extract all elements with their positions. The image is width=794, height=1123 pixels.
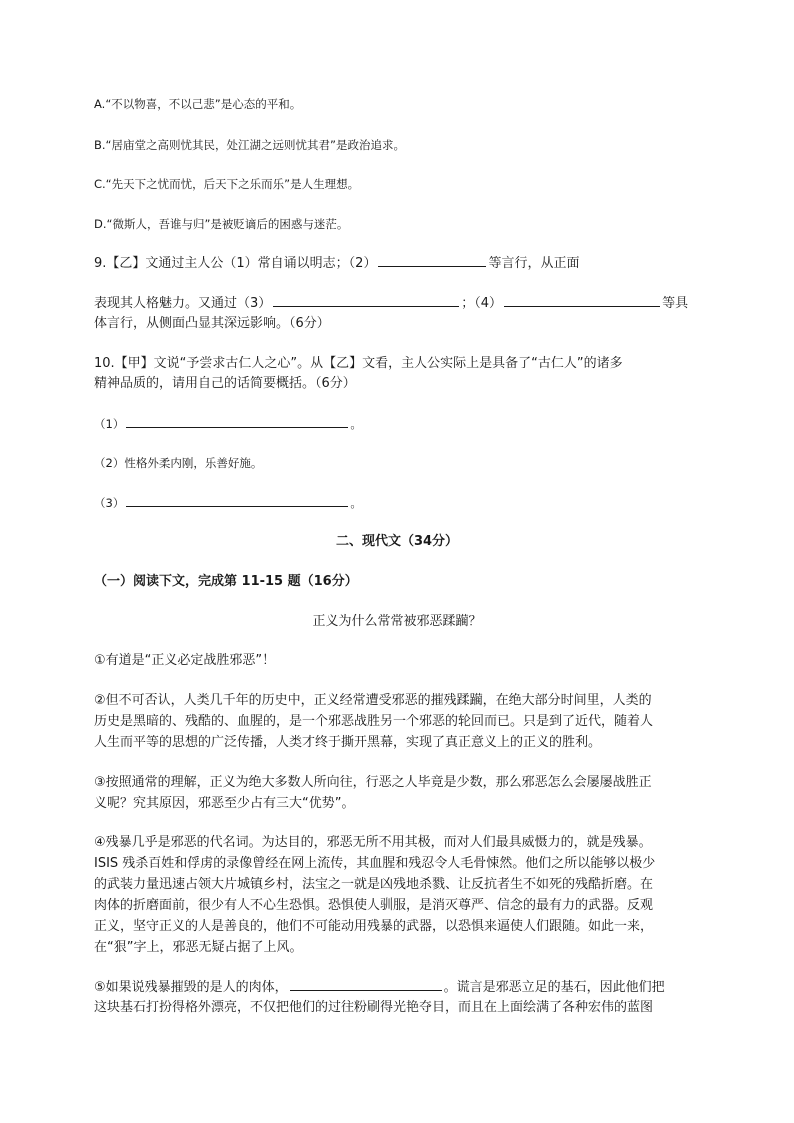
option-d: D.“微斯人，吾谁与归”是被贬谪后的困惑与迷茫。 [94, 217, 349, 231]
q10-answer-1 [94, 414, 704, 434]
article-paragraph-5-line-1 [94, 977, 704, 998]
answer-blank-q10-1[interactable] [126, 414, 348, 428]
q10-answer-1-end: 。 [350, 417, 362, 431]
question-9-line-1 [94, 253, 704, 274]
p5-text-2: 。谎言是邪恶立足的基石，因此他们把 [443, 980, 665, 995]
q9-text-2: 等言行，从正面 [488, 256, 580, 271]
section-heading: 二、现代文（34分） [335, 534, 459, 549]
q9-text-5: 等具 [662, 296, 689, 311]
article-paragraph-4-line-6: 在“狠”字上，邪恶无疑占据了上风。 [94, 940, 303, 955]
article-title: 正义为什么常常被邪恶蹂躏？ [312, 614, 482, 629]
option-a: A.“不以物喜，不以己悲”是心态的平和。 [94, 97, 302, 111]
question-10-line-2: 精神品质的，请用自己的话简要概括。（6分） [94, 376, 356, 391]
option-c: C.“先天下之忧而忧，后天下之乐而乐”是人生理想。 [94, 177, 360, 191]
q9-text-3: 表现其人格魅力。又通过（3） [94, 296, 272, 311]
question-9-line-3: 体言行，从侧面凸显其深远影响。（6分） [94, 316, 330, 331]
subsection-heading: （一）阅读下文，完成第 11-15 题（16分） [94, 574, 358, 589]
answer-blank-3[interactable] [273, 293, 459, 307]
q9-text-4: ；（4） [461, 296, 503, 311]
option-b: B.“居庙堂之高则忧其民，处江湖之远则忧其君”是政治追求。 [94, 138, 405, 152]
question-10-line-1: 10.【甲】文说“予尝求古仁人之心”。从【乙】文看，主人公实际上是具备了“古仁人”的诸多 [94, 356, 623, 371]
q10-answer-3-label: （3） [94, 496, 125, 510]
article-paragraph-2-line-1: ②但不可否认，人类几千年的历史中，正义经常遭受邪恶的摧残蹂躏，在绝大部分时间里，人类的 [94, 693, 652, 708]
q10-answer-3 [94, 493, 704, 513]
q10-answer-2: （2）性格外柔内刚，乐善好施。 [94, 456, 263, 470]
q10-answer-1-label: （1） [94, 417, 125, 431]
article-paragraph-5-line-2: 这块基石打扮得格外漂亮，不仅把他们的过往粉刷得光艳夺目，而且在上面绘满了各种宏伟的蓝图 [94, 1000, 654, 1015]
q10-answer-3-end: 。 [350, 496, 362, 510]
p5-text-1: ⑤如果说残暴摧毁的是人的肉体， [94, 980, 288, 995]
answer-blank-p5[interactable] [290, 977, 442, 991]
answer-blank-q10-3[interactable] [126, 493, 348, 507]
question-9-line-2 [94, 293, 704, 314]
article-paragraph-4-line-1: ④残暴几乎是邪恶的代名词。为达目的，邪恶无所不用其极，而对人们最具威慑力的，就是残暴。 [94, 835, 652, 850]
article-paragraph-4-line-2: ISIS 残杀百姓和俘虏的录像曾经在网上流传，其血腥和残忍令人毛骨悚然。他们之所以能够以极少 [94, 856, 656, 871]
answer-blank-4[interactable] [504, 293, 660, 307]
article-paragraph-1: ①有道是“正义必定战胜邪恶”！ [94, 653, 276, 668]
article-paragraph-4-line-4: 肉体的折磨面前，很少有人不心生恐惧。恐惧使人驯服，是消灭尊严、信念的最有力的武器。反观 [94, 898, 654, 913]
article-paragraph-4-line-3: 的武装力量迅速占领大片城镇乡村，法宝之一就是凶残地杀戮、让反抗者生不如死的残酷折磨。在 [94, 877, 654, 892]
answer-blank-2[interactable] [378, 253, 486, 267]
article-paragraph-3-line-2: 义呢？究其原因，邪恶至少占有三大“优势”。 [94, 796, 355, 811]
article-paragraph-3-line-1: ③按照通常的理解，正义为绝大多数人所向往，行恶之人毕竟是少数，那么邪恶怎么会屡屡战胜正 [94, 775, 652, 790]
article-paragraph-2-line-2: 历史是黑暗的、残酷的、血腥的，是一个邪恶战胜另一个邪恶的轮回而已。只是到了近代，随着人 [94, 714, 654, 729]
article-paragraph-4-line-5: 正义，坚守正义的人是善良的，他们不可能动用残暴的武器，以恐惧来逼使人们跟随。如此一来， [94, 919, 654, 934]
article-paragraph-2-line-3: 人生而平等的思想的广泛传播，人类才终于撕开黑幕，实现了真正意义上的正义的胜利。 [94, 735, 602, 750]
q9-text-1: 9.【乙】文通过主人公（1）常自诵以明志；（2） [94, 256, 377, 271]
